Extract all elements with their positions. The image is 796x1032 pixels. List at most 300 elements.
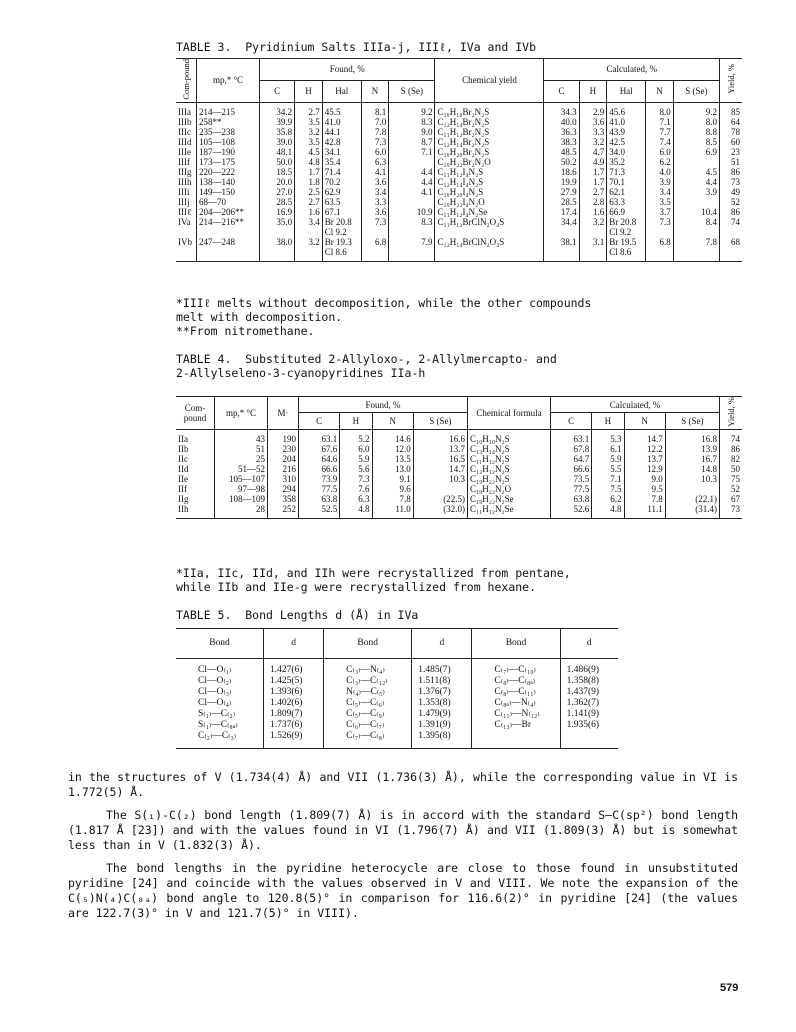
table5-d-cell: 1.935(6) — [566, 720, 600, 730]
table-row — [176, 177, 742, 187]
table4-cell-mp: 51—52 — [215, 464, 268, 474]
table3-cell-cH: 3.2 — [579, 217, 607, 237]
table3-cell-cH: 2.7 — [579, 187, 607, 197]
table4-cell-cN: 14.7 — [624, 429, 665, 444]
table-row — [176, 444, 742, 454]
calc-col-header: S (Se) — [665, 413, 719, 429]
calc-col-header: N — [646, 80, 674, 102]
table-row — [176, 187, 742, 197]
table3-cell-mp: 149—150 — [197, 187, 260, 197]
table5-bond-cell: Cl—O₍₂₎ — [176, 676, 264, 687]
table3-calc-header: Calculated, % — [544, 59, 720, 81]
table4-cell-m: 358 — [268, 494, 299, 504]
table4-cell-fC: 73.9 — [299, 474, 340, 484]
table3-cell-fS: 9.2 — [389, 102, 435, 117]
table3-cell-cmp: IIIe — [176, 147, 197, 157]
table5-d-cell: 1.737(6) — [264, 720, 324, 731]
table4-cell-mp: 43 — [215, 429, 268, 444]
table-row — [176, 147, 742, 157]
table3-cell-fHal: 70.2 — [322, 177, 361, 187]
table3-cell-cHal: 66.9 — [607, 207, 646, 217]
table3-cell-formula: C₁₉H₂₀I₄N₂S — [435, 187, 544, 197]
table5-d-cell — [560, 731, 618, 749]
table4-cell-fC: 63.1 — [299, 429, 340, 444]
table3-cell-cS: 4.5 — [673, 167, 719, 177]
table4-cell-cH: 6.2 — [592, 494, 624, 504]
table-row — [176, 676, 618, 687]
table5-bond-cell: C₍₁₃₎—Br — [472, 720, 560, 731]
table3-cell-yield: 51 — [731, 156, 740, 167]
table3-cell-formula: C₁₉H₁₀Br₂N₂S — [435, 102, 544, 117]
table4-footnote-2: while IIb and IIe-g were recrystallized from hexane. — [176, 580, 537, 594]
table-row — [176, 117, 742, 127]
table5-d-cell: 1.141(9) — [566, 709, 600, 719]
table3-footnote-1: *IIIℓ melts without decomposition, while the other compounds — [176, 296, 592, 310]
table-row — [176, 474, 742, 484]
table4-cell-cN: 11.1 — [624, 504, 665, 519]
table3-cell-cC: 34.4 — [544, 217, 579, 237]
table3-cell-cHal: 70.1 — [607, 177, 646, 187]
table5-d-cell: 1.427(6) — [264, 659, 324, 677]
table3-cell-fHal: 45.5 — [322, 102, 361, 117]
table3-cell-cS: 4.4 — [673, 177, 719, 187]
table3-cell-cS: 8.4 — [673, 217, 719, 237]
table4-cell-yield: 52 — [731, 483, 740, 494]
table-row — [176, 207, 742, 217]
table4-cell-mp: 51 — [215, 444, 268, 454]
table3-cell-fHal: 35.4 — [322, 157, 361, 167]
table3-cell-fN: 8.1 — [361, 102, 389, 117]
table4-cell-m: 310 — [268, 474, 299, 484]
table4-cell-m: 294 — [268, 484, 299, 494]
found-col-header: N — [372, 413, 413, 429]
table3-compound-header: Com-pound — [176, 59, 197, 103]
table3-cell-cC: 34.3 — [544, 102, 579, 117]
table4-cell-cN: 12.9 — [624, 464, 665, 474]
table5-d-cell: 1.425(5) — [264, 676, 324, 687]
table4-cell-fN: 12.0 — [372, 444, 413, 454]
table3-cell-yield: 78 — [731, 126, 740, 137]
table4-cell-yield: 50 — [731, 463, 740, 474]
table4-cell-fC: 63.8 — [299, 494, 340, 504]
table-row — [176, 504, 742, 519]
table3-cell-cN: 6.2 — [646, 157, 674, 167]
table3-cell-fH: 1.6 — [295, 207, 323, 217]
table3-cell-yield: 60 — [731, 136, 740, 147]
table3-cell-cN: 6.0 — [646, 147, 674, 157]
table3-cell-fS: 4.4 — [389, 167, 435, 177]
table4-cell-cS: 10.3 — [665, 474, 719, 484]
table3-cell-formula: C₁₂H₁₄Br₂N₂S — [435, 117, 544, 127]
table3-cell-cC: 27.9 — [544, 187, 579, 197]
found-col-header: C — [299, 413, 340, 429]
table3-cell-yield: 68 — [731, 236, 740, 247]
table4-cell-cmp: IIg — [176, 494, 215, 504]
table3-cell-fN: 4.1 — [361, 167, 389, 177]
table5-bond-cell: C₍₅₎—C₍₉₎ — [324, 709, 412, 720]
table3-cell-mp: 214—216** — [197, 217, 260, 237]
table3-caption: TABLE 3. Pyridinium Salts IIIa-j, IIIℓ, IVa and IVb — [176, 40, 537, 54]
table4-cell-cmp: IId — [176, 464, 215, 474]
table4-cell-cH: 7.1 — [592, 474, 624, 484]
table3-cell-cN: 3.9 — [646, 177, 674, 187]
table4-cell-m: 230 — [268, 444, 299, 454]
table3-cell-cH: 3.6 — [579, 117, 607, 127]
table4-chem-header: Chemical formula — [467, 397, 550, 430]
table4-cell-cN: 9.5 — [624, 484, 665, 494]
table4-cell-fS: 16.5 — [413, 454, 467, 464]
table4-cell-fC: 52.5 — [299, 504, 340, 519]
table-row — [176, 494, 742, 504]
table3-cell-cN: 8.0 — [646, 102, 674, 117]
table4-cell-formula: C₁₁H₁₂N₂S — [467, 454, 550, 464]
table3-cell-cS — [673, 197, 719, 207]
table3-cell-fN: 7.0 — [361, 117, 389, 127]
table3-cell-formula: C₁₂H₁₄Br₂N₂S — [435, 137, 544, 147]
table3-cell-fN: 3.6 — [361, 207, 389, 217]
table4-yield-header: Yield, % — [726, 397, 736, 427]
table4-cell-fN: 9.6 — [372, 484, 413, 494]
table3-cell-cH: 2.9 — [579, 102, 607, 117]
table3-cell-cHal: 41.0 — [607, 117, 646, 127]
table3-cell-fHal: 67.1 — [322, 207, 361, 217]
table4-cell-cC: 63.8 — [550, 494, 591, 504]
table4-cell-fS — [413, 484, 467, 494]
table3-cell-cHal: 35.2 — [607, 157, 646, 167]
table4-compound-header: Com-pound — [176, 397, 215, 430]
table3-cell-fS: 7.9 — [389, 237, 435, 262]
table4-found-header: Found, % — [299, 397, 468, 413]
table3-cell-cC: 38.1 — [544, 237, 579, 262]
table4-cell-cC: 73.5 — [550, 474, 591, 484]
table5-d-cell: 1.391(9) — [412, 720, 472, 731]
found-col-header: H — [340, 413, 372, 429]
calc-col-header: Hal — [607, 80, 646, 102]
table5-bond-cell: C₍₃₎—N₍₄₎ — [324, 659, 412, 677]
table4-cell-formula: C₁₉H₂₂N₂S — [467, 474, 550, 484]
table5-bond-cell: Cl—O₍₁₎ — [176, 659, 264, 677]
table4-cell-cN: 9.0 — [624, 474, 665, 484]
calc-col-header: S (Se) — [673, 80, 719, 102]
table-row — [176, 127, 742, 137]
table3-cell-cN: 7.3 — [646, 217, 674, 237]
table4-cell-cC: 63.1 — [550, 429, 591, 444]
table3-cell-cC: 19.9 — [544, 177, 579, 187]
table3-cell-fHal: 62.9 — [322, 187, 361, 197]
table3-cell-cH: 1.6 — [579, 207, 607, 217]
table3-cell-yield: 49 — [731, 186, 740, 197]
table3-cell-cN: 6.8 — [646, 237, 674, 262]
table5-bond-cell: C₍₇₎—C₍₈₎ — [324, 731, 412, 749]
table3-cell-fH: 4.8 — [295, 157, 323, 167]
table3-cell-formula: C₁₁H₁₂BrClN₂O₄S — [435, 217, 544, 237]
table4-cell-fH: 7.6 — [340, 484, 372, 494]
table4-cell-cC: 67.8 — [550, 444, 591, 454]
table3-found-header: Found, % — [260, 59, 435, 81]
table3-cell-cH: 4.9 — [579, 157, 607, 167]
table3-cell-formula: C₁₁H₁₂Br₂N₂S — [435, 127, 544, 137]
table5 — [176, 628, 618, 749]
table4-cell-cS: 14.8 — [665, 464, 719, 474]
table3-cell-mp: 258** — [197, 117, 260, 127]
table3-cell-cN: 3.7 — [646, 207, 674, 217]
table4-cell-fN: 13.5 — [372, 454, 413, 464]
table4-cell-cC: 77.5 — [550, 484, 591, 494]
table4-cell-yield: 86 — [731, 443, 740, 454]
table5-d-cell: 1.393(6) — [264, 687, 324, 698]
table3-cell-fC: 38.0 — [260, 237, 295, 262]
calc-col-header: H — [592, 413, 624, 429]
table-row — [176, 731, 618, 749]
table4-cell-m: 204 — [268, 454, 299, 464]
table4-cell-formula: C₁₉H₂₂N₂Se — [467, 494, 550, 504]
table3-cell-cHal: 42.5 — [607, 137, 646, 147]
table3-cell-fH: 3.5 — [295, 137, 323, 147]
table5-d-cell: 1.479(9) — [412, 709, 472, 720]
table3-cell-cN: 3.5 — [646, 197, 674, 207]
table3-cell-cH: 1.7 — [579, 177, 607, 187]
table-row — [176, 429, 742, 444]
table3-cell-fC: 16.9 — [260, 207, 295, 217]
table-row — [176, 720, 618, 731]
table-row — [176, 157, 742, 167]
table4-cell-mp: 25 — [215, 454, 268, 464]
table5-bond-header-3: Bond — [472, 629, 560, 659]
table3-cell-cHal: 62.1 — [607, 187, 646, 197]
table4-cell-m: 216 — [268, 464, 299, 474]
found-col-header: S (Se) — [413, 413, 467, 429]
table3-cell-cS: 7.8 — [673, 237, 719, 262]
table4-cell-fS: 14.7 — [413, 464, 467, 474]
table3-cell-cmp: IIIi — [176, 187, 197, 197]
table3-cell-fHal: 34.1 — [322, 147, 361, 157]
table3-cell-yield: 86 — [731, 206, 740, 217]
table3-cell-cHal: 45.6 — [607, 102, 646, 117]
table4-cell-cS: (31.4) — [665, 504, 719, 519]
body-text — [68, 770, 738, 929]
table4-cell-cH: 5.9 — [592, 454, 624, 464]
table3-cell-fC: 27.0 — [260, 187, 295, 197]
table3-cell-cHal: 63.3 — [607, 197, 646, 207]
table3-cell-mp: 247—248 — [197, 237, 260, 262]
table3-cell-cmp: IIIℓ — [176, 207, 197, 217]
table3-cell-fHal: 63.5 — [322, 197, 361, 207]
table-row — [176, 167, 742, 177]
table5-bond-cell: C₍₁₁₎—N₍₁₂₎ — [472, 709, 560, 720]
table4-cell-mp: 108—109 — [215, 494, 268, 504]
table3-cell-cHal: 71.3 — [607, 167, 646, 177]
table5-bond-cell: C₍₂₎—C₍₃₎ — [176, 731, 264, 749]
table3-cell-fS: 8.7 — [389, 137, 435, 147]
table-row — [176, 217, 742, 237]
table5-d-cell: 1.353(8) — [412, 698, 472, 709]
table3-cell-fH: 3.4 — [295, 217, 323, 237]
table3-cell-fC: 39.0 — [260, 137, 295, 147]
table3-cell-mp: 235—238 — [197, 127, 260, 137]
found-col-header: N — [361, 80, 389, 102]
table3-cell-fS: 8.3 — [389, 117, 435, 127]
table3-cell-cS: 10.4 — [673, 207, 719, 217]
table4-cell-formula: C₁₁H₁₂N₂Se — [467, 504, 550, 519]
table3-cell-fH: 2.5 — [295, 187, 323, 197]
table5-bond-cell: C₍₆₎—C₍₇₎ — [324, 720, 412, 731]
table3-cell-formula: C₁₉H₂₂Br₂N₂O — [435, 157, 544, 167]
table5-bond-cell: C₍₈₎—C₍₈ₐ₎ — [472, 676, 560, 687]
table5-bond-cell: C₍₈ₐ₎—N₍₄₎ — [472, 698, 560, 709]
table4-cell-fN: 13.0 — [372, 464, 413, 474]
table5-d-header-3: d — [586, 638, 592, 648]
table4-mp-header: mp,* °C — [215, 397, 268, 430]
table4-cell-cN: 12.2 — [624, 444, 665, 454]
table3-cell-cmp: IIIf — [176, 157, 197, 167]
table4-cell-fN: 7.8 — [372, 494, 413, 504]
table4-cell-yield: 67 — [731, 493, 740, 504]
table5-d-cell: 1.362(7) — [566, 698, 600, 708]
table3-mp-header: mp,* °C — [197, 59, 260, 103]
table3-cell-cC: 17.4 — [544, 207, 579, 217]
table5-bond-cell — [472, 731, 560, 749]
table3-cell-cH: 3.2 — [579, 137, 607, 147]
table4-caption-2: 2-Allylseleno-3-cyanopyridines IIa-h — [176, 366, 426, 380]
table5-bond-cell: C₍₇₎—C₍₁₀₎ — [472, 659, 560, 677]
table3-cell-fS: 4.1 — [389, 187, 435, 197]
table3-cell-fC: 35.0 — [260, 217, 295, 237]
table4-m-header: M· — [268, 397, 299, 430]
table4-cell-cH: 5.3 — [592, 429, 624, 444]
table3-cell-fS: 8.3 — [389, 217, 435, 237]
table3-cell-formula: C₁₁H₁₂I₄N₂S — [435, 167, 544, 177]
table4-cell-cC: 66.6 — [550, 464, 591, 474]
table-row — [176, 454, 742, 464]
table-row — [176, 484, 742, 494]
table4-cell-cN: 13.7 — [624, 454, 665, 464]
table3-cell-fH: 3.5 — [295, 117, 323, 127]
table4-cell-fH: 5.6 — [340, 464, 372, 474]
table3-cell-fN: 6.3 — [361, 157, 389, 167]
table5-bond-header-1: Bond — [176, 629, 264, 659]
table5-bond-cell: Cl—O₍₄₎ — [176, 698, 264, 709]
table4 — [176, 396, 742, 519]
table4-cell-cC: 52.6 — [550, 504, 591, 519]
table4-cell-fH: 5.2 — [340, 429, 372, 444]
table3-chem-header: Chemical yield — [435, 59, 544, 103]
table5-bond-cell: C₍₃₎—C₍₁₂₎ — [324, 676, 412, 687]
table3-cell-fC: 35.8 — [260, 127, 295, 137]
table-row — [176, 464, 742, 474]
table3-cell-fN: 7.8 — [361, 127, 389, 137]
table3-cell-mp: 173—175 — [197, 157, 260, 167]
table3-cell-cmp: IIIa — [176, 102, 197, 117]
table3-cell-yield: 85 — [731, 106, 740, 117]
table4-cell-fS: (32.0) — [413, 504, 467, 519]
table3-cell-fHal: 41.0 — [322, 117, 361, 127]
table3-cell-mp: 105—108 — [197, 137, 260, 147]
table3-cell-cN: 7.4 — [646, 137, 674, 147]
table3-cell-yield: 74 — [731, 216, 740, 227]
calc-col-header: N — [624, 413, 665, 429]
table3-cell-cmp: IIIj — [176, 197, 197, 207]
table3-cell-cH: 2.8 — [579, 197, 607, 207]
table3-cell-cC: 50.2 — [544, 157, 579, 167]
table3-cell-cH: 1.7 — [579, 167, 607, 177]
table4-cell-fS: 10.3 — [413, 474, 467, 484]
table4-cell-cS: 16.7 — [665, 454, 719, 464]
table5-d-cell: 1.402(6) — [264, 698, 324, 709]
table5-d-cell: 1.376(7) — [412, 687, 472, 698]
table4-cell-fS: (22.5) — [413, 494, 467, 504]
table4-cell-mp: 97—98 — [215, 484, 268, 494]
table3-footnote-2: melt with decomposition. — [176, 310, 343, 324]
table3-cell-fN: 3.6 — [361, 177, 389, 187]
table4-cell-cS: 16.8 — [665, 429, 719, 444]
table3-cell-mp: 214—215 — [197, 102, 260, 117]
table5-d-cell: 1.358(8) — [566, 676, 600, 686]
paragraph-3: The bond lengths in the pyridine heterocycle are close to those found in unsubstituted pyridine [24] and coincide with the values observed in V and VIII. We note the expansion of the C(₅)N(₄)C(₈ₐ) bond angle to 120.8(5)° in comparison for 116.6(2)° in pyridine [24] (the values are 122.7(3)° in V and 121.7(5)° in VIII). — [68, 861, 738, 920]
table4-cell-cmp: IIb — [176, 444, 215, 454]
table3-cell-cS: 8.0 — [673, 117, 719, 127]
table4-footnote-1: *IIa, IIc, IId, and IIh were recrystallized from pentane, — [176, 566, 571, 580]
table4-cell-fN: 9.1 — [372, 474, 413, 484]
table5-caption: TABLE 5. Bond Lengths d (Å) in IVa — [176, 608, 419, 622]
table3-cell-fC: 39.9 — [260, 117, 295, 127]
table4-cell-cH: 6.1 — [592, 444, 624, 454]
table3-cell-cmp: IIId — [176, 137, 197, 147]
table-row — [176, 197, 742, 207]
table3-cell-cHal: Br 19.5 Cl 8.6 — [607, 237, 646, 262]
table4-caption-1: TABLE 4. Substituted 2-Allyloxo-, 2-Allylmercapto- and — [176, 352, 557, 366]
table4-cell-fC: 67.6 — [299, 444, 340, 454]
table3-cell-fHal: 44.1 — [322, 127, 361, 137]
paragraph-2: The S(₁)-C(₂) bond length (1.809(7) Å) is in accord with the standard S–C(sp²) bond length (1.817 Å [23]) and with the values found in VI (1.796(7) Å) and VII (1.809(3) Å) but is somewhat less than in V (1.832(3) Å). — [68, 808, 738, 852]
table5-bond-cell: N₍₄₎—C₍₅₎ — [324, 687, 412, 698]
table3-cell-formula: C₁₉H₂₀Br₂N₂S — [435, 147, 544, 157]
table5-d-cell: 1.511(8) — [412, 676, 472, 687]
table3-cell-fN: 3.4 — [361, 187, 389, 197]
table3-cell-fC: 48.1 — [260, 147, 295, 157]
table3-cell-cC: 36.3 — [544, 127, 579, 137]
table3-cell-cmp: IVa — [176, 217, 197, 237]
table4-cell-cC: 64.7 — [550, 454, 591, 464]
table5-d-header-1: d — [264, 629, 324, 659]
table3-cell-yield: 73 — [731, 176, 740, 187]
found-col-header: S (Se) — [389, 80, 435, 102]
table4-cell-fH: 7.3 — [340, 474, 372, 484]
table5-d-cell: 1.526(9) — [264, 731, 324, 749]
table4-cell-formula: C₁₃H₁₄N₂S — [467, 444, 550, 454]
table4-cell-fC: 64.6 — [299, 454, 340, 464]
table4-cell-formula: C₁₀H₁₀N₂S — [467, 429, 550, 444]
table4-cell-fH: 6.3 — [340, 494, 372, 504]
table4-cell-cS: (22.1) — [665, 494, 719, 504]
table3-cell-cmp: IVb — [176, 237, 197, 262]
table5-d-cell: 1.395(8) — [412, 731, 472, 749]
table4-cell-cH: 4.8 — [592, 504, 624, 519]
table4-cell-fH: 5.9 — [340, 454, 372, 464]
table4-cell-fH: 6.0 — [340, 444, 372, 454]
table3-cell-mp: 187—190 — [197, 147, 260, 157]
table-row — [176, 237, 742, 262]
table3-cell-cC: 38.3 — [544, 137, 579, 147]
table-row — [176, 698, 618, 709]
table3-cell-cN: 7.1 — [646, 117, 674, 127]
table3-cell-fN: 6.0 — [361, 147, 389, 157]
table3-cell-fH: 2.7 — [295, 197, 323, 207]
table5-bond-cell: C₍₈₎—C₍₁₁₎ — [472, 687, 560, 698]
table3-cell-fHal: 71.4 — [322, 167, 361, 177]
found-col-header: H — [295, 80, 323, 102]
found-col-header: Hal — [322, 80, 361, 102]
table3-cell-fN: 7.3 — [361, 217, 389, 237]
